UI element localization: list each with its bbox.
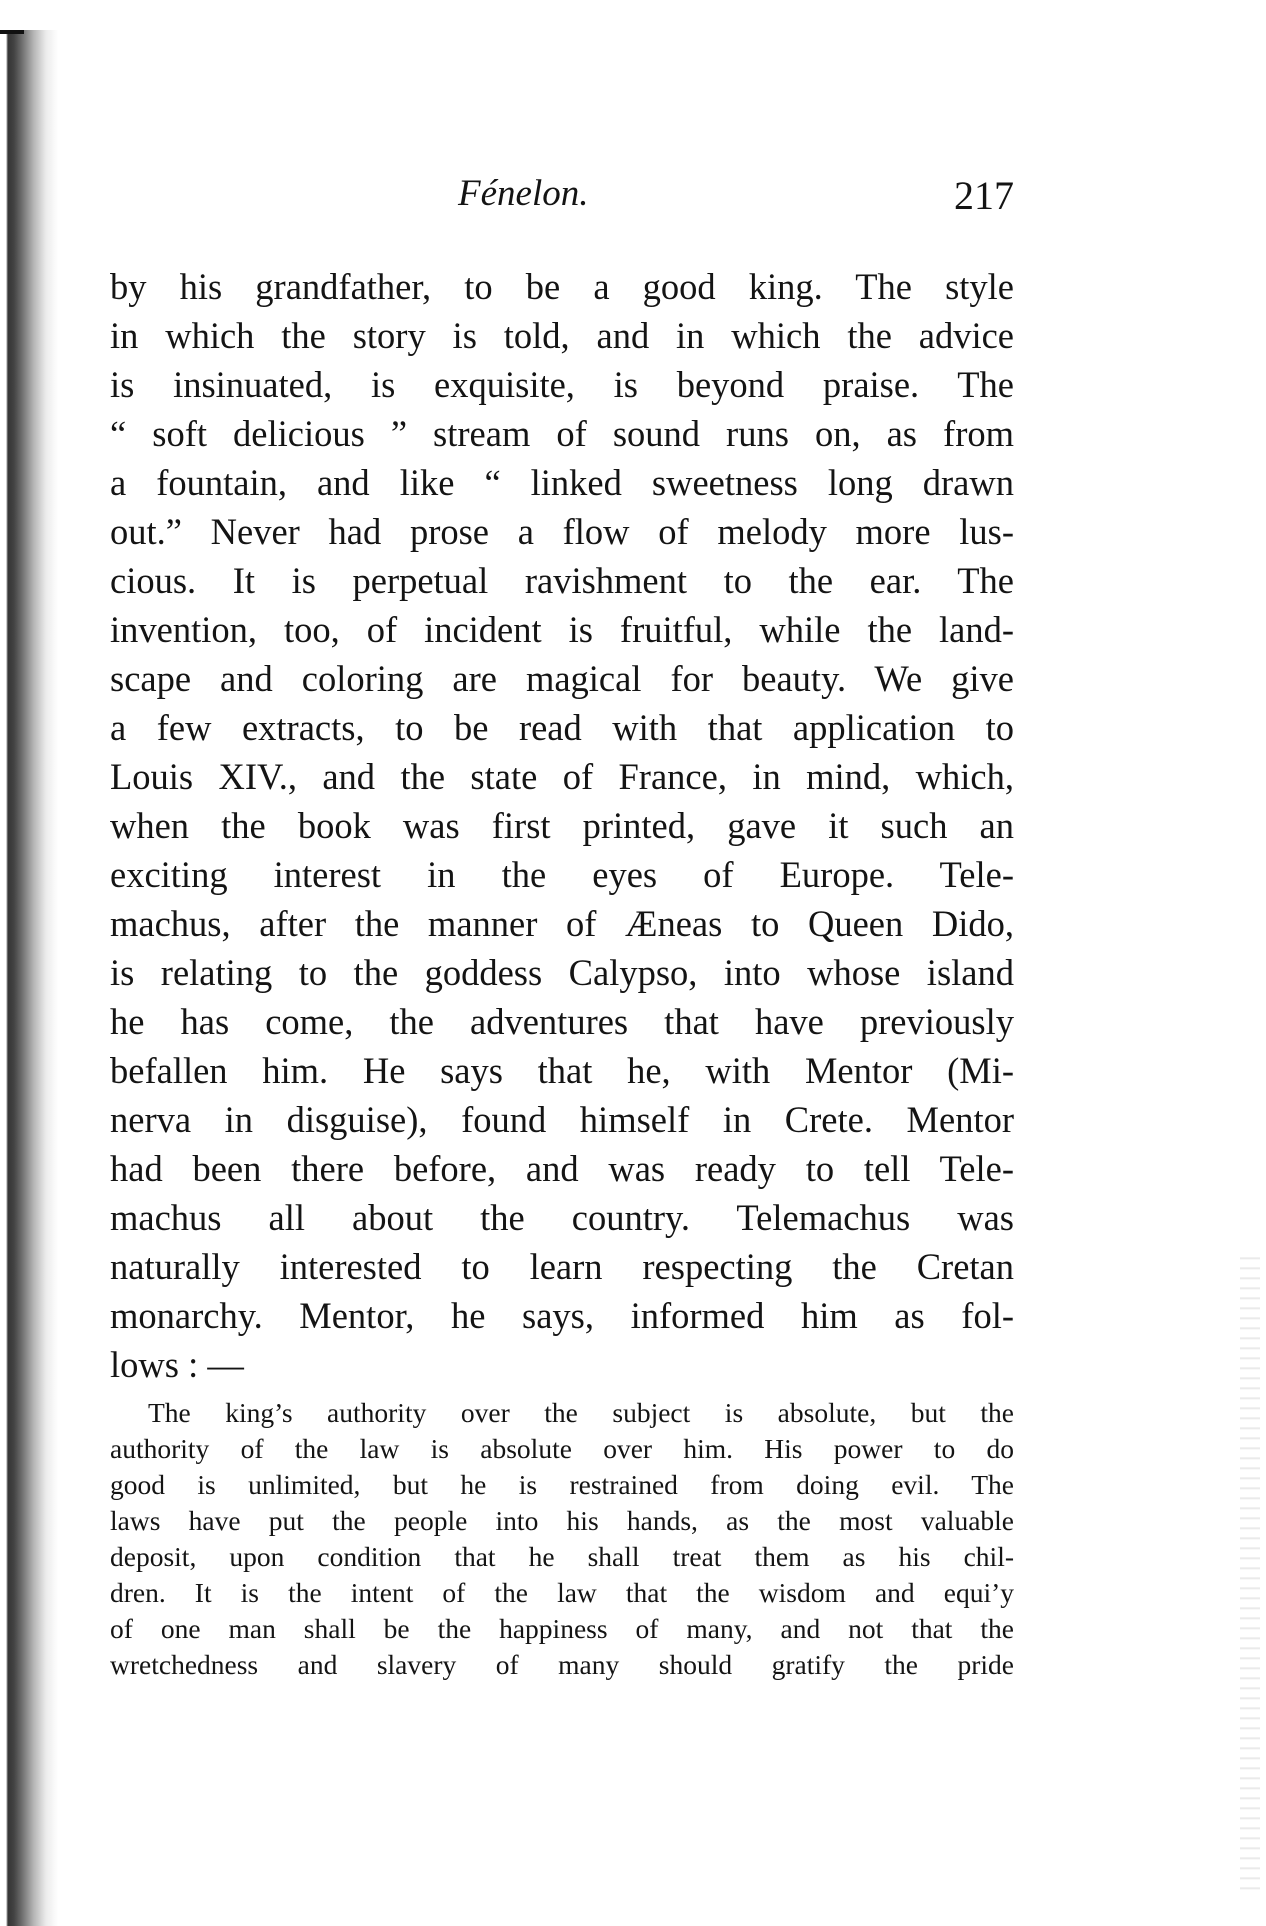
body-line: cious. It is perpetual ravishment to the ear. The (110, 560, 1014, 601)
body-line: had been there before, and was ready to tell Tele- (110, 1148, 1014, 1189)
body-line: he has come, the adventures that have previously (110, 1001, 1014, 1042)
quoted-extract (110, 1395, 1014, 1683)
body-line: machus, after the manner of Æneas to Queen Dido, (110, 903, 1014, 944)
body-line: monarchy. Mentor, he says, informed him as fol- (110, 1295, 1014, 1336)
extract-line: deposit, upon condition that he shall treat them as his chil- (110, 1541, 1014, 1572)
extract-line: wretchedness and slavery of many should gratify the pride (110, 1649, 1014, 1680)
body-line: scape and coloring are magical for beauty. We give (110, 658, 1014, 699)
running-head (110, 172, 1014, 220)
body-line: is insinuated, is exquisite, is beyond praise. The (110, 364, 1014, 405)
body-line: a few extracts, to be read with that application to (110, 707, 1014, 748)
body-line: nerva in disguise), found himself in Crete. Mentor (110, 1099, 1014, 1140)
body-line: by his grandfather, to be a good king. The style (110, 266, 1014, 307)
extract-line: laws have put the people into his hands, as the most valuable (110, 1505, 1014, 1536)
body-line: in which the story is told, and in which the advice (110, 315, 1014, 356)
body-line: invention, too, of incident is fruitful, while the land- (110, 609, 1014, 650)
running-head-title: Fénelon. (458, 173, 589, 214)
binding-top-mark (0, 30, 24, 34)
body-line: exciting interest in the eyes of Europe. Tele- (110, 854, 1014, 895)
body-line: lows : — (110, 1344, 244, 1385)
body-line: a fountain, and like “ linked sweetness long drawn (110, 462, 1014, 503)
body-line: naturally interested to learn respecting the Cretan (110, 1246, 1014, 1287)
page-number: 217 (954, 173, 1014, 218)
extract-line: good is unlimited, but he is restrained from doing evil. The (110, 1469, 1014, 1500)
extract-line: dren. It is the intent of the law that the wisdom and equi’y (110, 1577, 1014, 1608)
extract-line: of one man shall be the happiness of many, and not that the (110, 1613, 1014, 1644)
body-line: is relating to the goddess Calypso, into whose island (110, 952, 1014, 993)
body-line: befallen him. He says that he, with Mentor (Mi- (110, 1050, 1014, 1091)
extract-line: The king’s authority over the subject is absolute, but the (148, 1397, 1014, 1428)
body-line: when the book was first printed, gave it such an (110, 805, 1014, 846)
body-line: out.” Never had prose a flow of melody more lus- (110, 511, 1014, 552)
body-line: machus all about the country. Telemachus was (110, 1197, 1014, 1238)
body-line: “ soft delicious ” stream of sound runs on, as from (110, 413, 1014, 454)
extract-line: authority of the law is absolute over him. His power to do (110, 1433, 1014, 1464)
body-line: Louis XIV., and the state of France, in mind, which, (110, 756, 1014, 797)
binding-edge (0, 30, 58, 1926)
body-paragraph (110, 262, 1014, 1389)
scan-specks (1240, 1250, 1260, 1890)
